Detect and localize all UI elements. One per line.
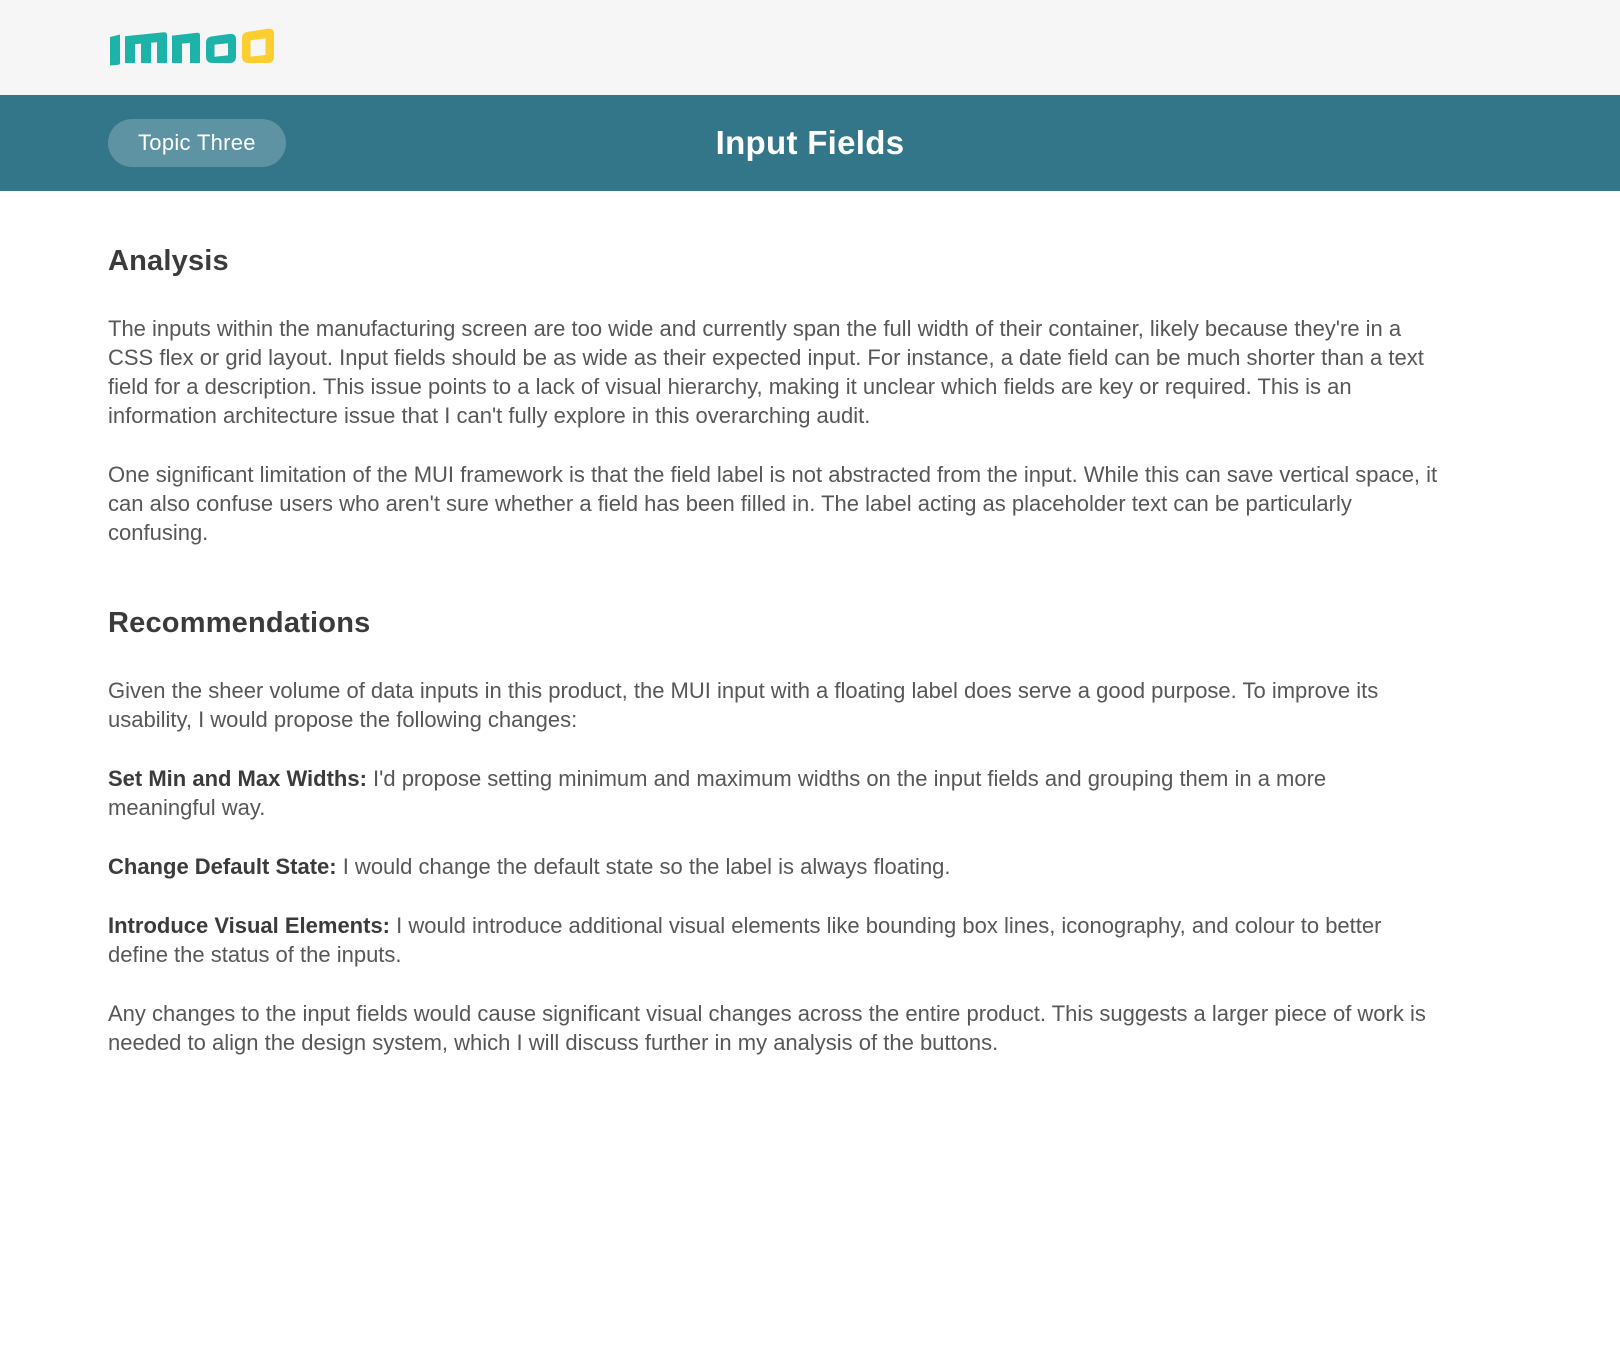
analysis-paragraph-1: The inputs within the manufacturing screen are too wide and currently span the full width of their container, likely because they're in a CSS flex or grid layout. Input fields should be as wide as their expected input. For instance, a date field can be much shorter than a text field for a description. This issue points to a lack of visual hierarchy, making it unclear which fields are key or required. This is an information architecture issue that I can't fully explore in this overarching audit.	[108, 316, 1424, 428]
recommendation-text: I would change the default state so the label is always floating.	[336, 854, 951, 879]
imnoo-logo[interactable]	[108, 23, 278, 73]
recommendation-text: I would introduce additional visual elements like bounding box lines, iconography, and colour to better define the status of the inputs.	[108, 913, 1382, 967]
analysis-paragraph-2: One significant limitation of the MUI framework is that the field label is not abstracted from the input. While this can save vertical space, it can also confuse users who aren't sure whether a field has been filled in. The label acting as placeholder text can be particularly confusing.	[108, 462, 1438, 545]
topic-badge: Topic Three	[108, 119, 286, 167]
page-title: Input Fields	[715, 124, 905, 161]
recommendation-lead: Introduce Visual Elements:	[108, 913, 391, 938]
recommendation-item-visual-elements	[108, 911, 1438, 969]
recommendation-item-default-state	[108, 852, 1438, 881]
recommendation-item-min-max-widths	[108, 764, 1438, 822]
recommendations-intro: Given the sheer volume of data inputs in this product, the MUI input with a floating label does serve a good purpose. To improve its usability, I would propose the following changes:	[108, 678, 1379, 732]
app-header	[0, 0, 1620, 95]
recommendations-heading: Recommendations	[108, 607, 371, 639]
recommendations-outro: Any changes to the input fields would cause significant visual changes across the entire product. This suggests a larger piece of work is needed to align the design system, which I will discuss further in my analysis of the buttons.	[108, 1001, 1426, 1055]
topic-banner	[0, 95, 1620, 191]
content-area	[108, 191, 1438, 1057]
analysis-heading: Analysis	[108, 245, 229, 277]
recommendation-lead: Set Min and Max Widths:	[108, 766, 367, 791]
imnoo-logo-icon	[108, 23, 278, 73]
recommendation-lead: Change Default State:	[108, 854, 337, 879]
recommendation-text: I'd propose setting minimum and maximum widths on the input fields and grouping them in a more meaningful way.	[108, 766, 1327, 820]
